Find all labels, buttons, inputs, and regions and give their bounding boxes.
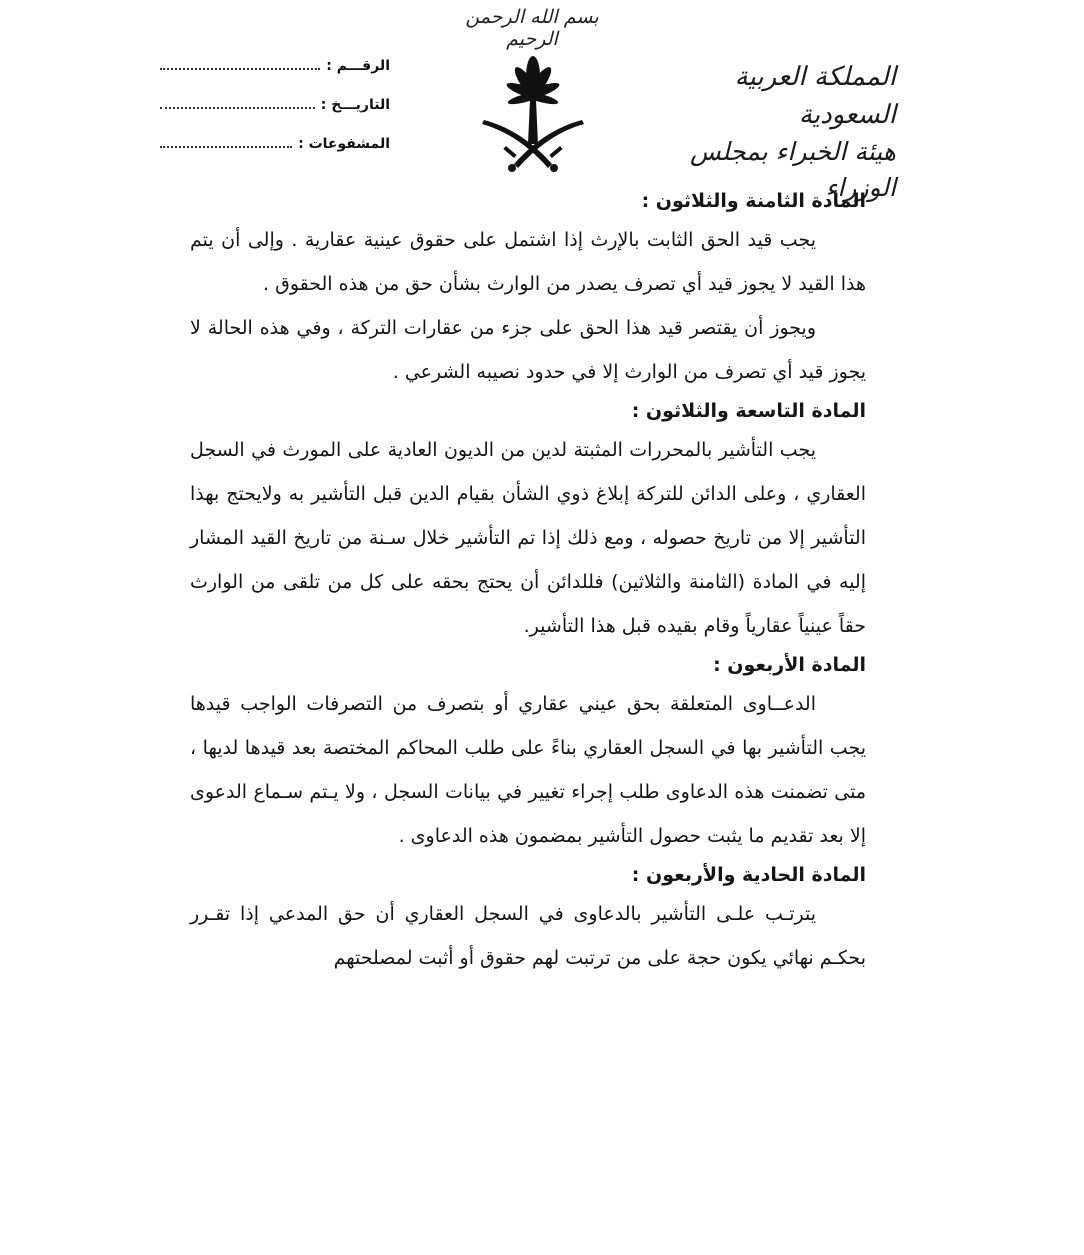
article-39-title: المادة التاسعة والثلاثون :	[631, 400, 866, 422]
saudi-emblem-icon	[478, 52, 588, 177]
article-41-paragraph-1: يترتـب علـى التأشير بالدعاوى في السجل العقاري أن حق المدعي إذا تقـرر بحكـم نهائي يكون حجة على من ترتبت لهم حقوق أو أثبت لمصلحتهم	[190, 903, 866, 969]
article-38-paragraph-2: ويجوز أن يقتصر قيد هذا الحق على جزء من عقارات التركة ، وفي هذه الحالة لا يجوز قيد أي تصرف من الوارث إلا في حدود نصيبه الشرعي .	[190, 317, 866, 383]
document-body	[190, 184, 866, 980]
dotted-line	[160, 58, 320, 70]
basmala: بسم الله الرحمن الرحيم	[465, 6, 599, 50]
attachments-field	[160, 136, 390, 175]
attachments-label: المشفوعات :	[298, 136, 390, 152]
reference-fields	[160, 58, 390, 175]
article-40-paragraph-1: الدعــاوى المتعلقة بحق عيني عقاري أو بتصرف من التصرفات الواجب قيدها يجب التأشير بها في السجل العقاري بناءً على طلب المحاكم المختصة بعد قيدها لديها ، متى تضمنت هذه الدعاوى طلب إجراء تغيير في بيانات السجل ، ولا يـتم سـماع الدعوى إلا بعد تقديم ما يثبت حصول التأشير بمضمون هذه الدعاوى .	[190, 693, 866, 847]
article-38-title: المادة الثامنة والثلاثون :	[641, 190, 866, 212]
number-label: الرقـــم :	[326, 58, 390, 74]
date-field	[160, 97, 390, 136]
article-41-title: المادة الحادية والأربعون :	[631, 864, 866, 886]
article-39-paragraph-1: يجب التأشير بالمحررات المثبتة لدين من الديون العادية على المورث في السجل العقاري ، وعلى الدائن للتركة إبلاغ ذوي الشأن بقيام الدين قبل التأشير به ولايحتج بهذا التأشير إلا من تاريخ حصوله ، ومع ذلك إذا تم التأشير خلال سـنة من تاريخ القيد المشار إليه في المادة (الثامنة والثلاثين) فللدائن أن يحتج بحقه على كل من تلقى من الوارث حقاً عينياً عقارياً وقام بقيده قبل هذا التأشير.	[190, 439, 866, 637]
org-line-kingdom: المملكة العربية السعودية	[734, 62, 896, 130]
dotted-line	[160, 136, 292, 148]
dotted-line	[160, 97, 315, 109]
number-field	[160, 58, 390, 97]
date-label: التاريـــخ :	[320, 97, 390, 113]
org-line-bureau: هيئة الخبراء بمجلس الوزراء	[689, 137, 896, 202]
article-38-paragraph-1: يجب قيد الحق الثابت بالإرث إذا اشتمل على حقوق عينية عقارية . وإلى أن يتم هذا القيد لا يجوز قيد أي تصرف يصدر من الوارث بشأن حق من هذه الحقوق .	[190, 229, 866, 295]
article-40-title: المادة الأربعون :	[713, 654, 866, 676]
